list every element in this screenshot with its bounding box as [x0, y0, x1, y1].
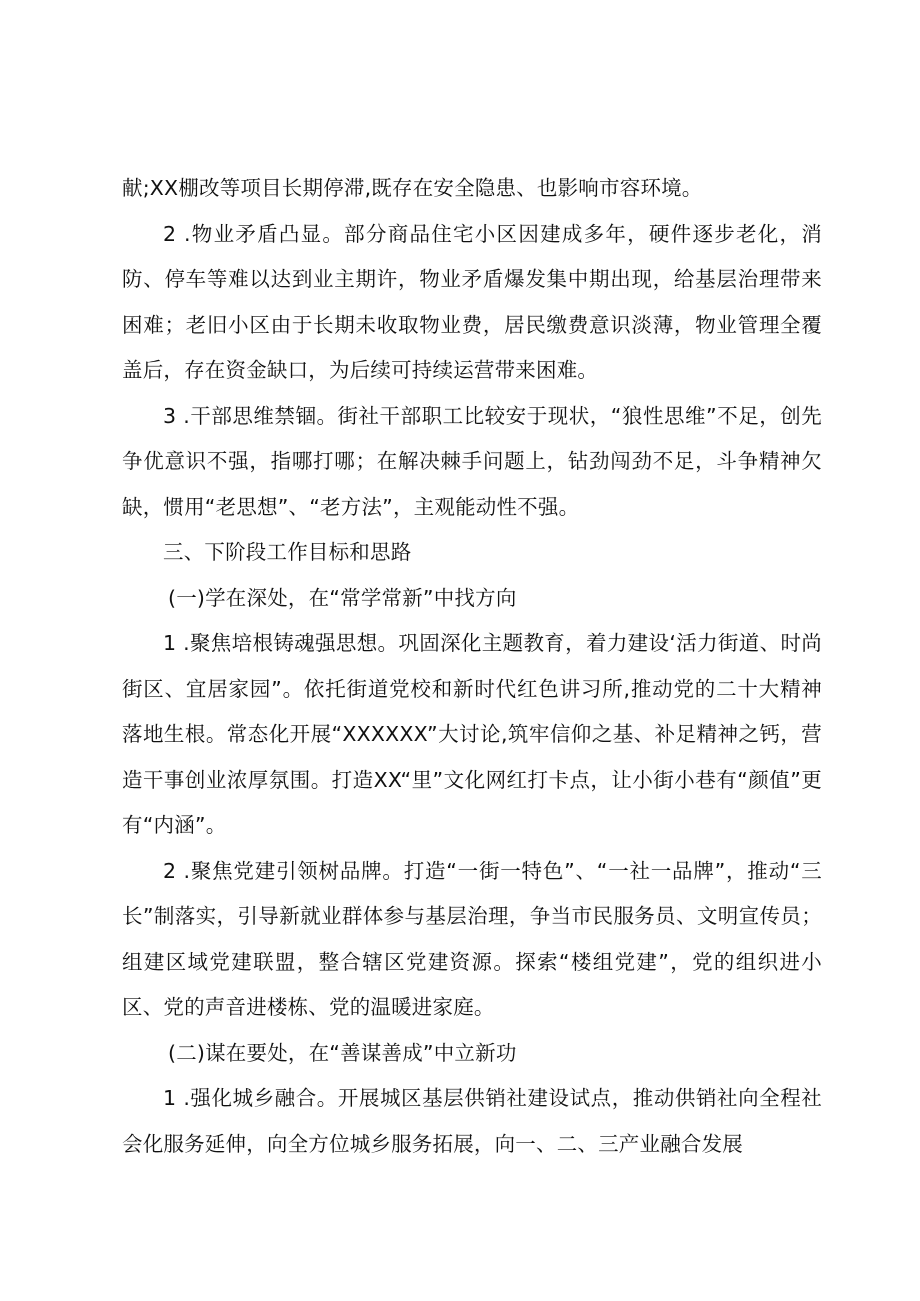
paragraph-soul-building: 1 .聚焦培根铸魂强思想。巩固深化主题教育，着力建设‘活力街道、时尚街区、宜居家园”。依托街道党校和新时代红色讲习所,推动党的二十大精神落地生根。常态化开展“XXXXXX”大讨论,筑牢信仰之基、补足精神之钙，营造干事创业浓厚氛围。打造XX“里”文化网红打卡点，让小街小巷有“颜值”更有“内涵”。 — [122, 631, 822, 837]
subheading-learn: (一)学在深处，在“常学常新”中找方向 — [168, 585, 517, 610]
section-heading-next-stage: 三、下阶段工作目标和思路 — [163, 540, 412, 564]
paragraph-urban-rural-integration: 1 .强化城乡融合。开展城区基层供销社建设试点，推动供销社向全程社会化服务延伸，向全方位城乡服务拓展，向一、二、三产业融合发展 — [122, 1086, 822, 1156]
paragraph-party-building-brand: 2 .聚焦党建引领树品牌。打造“一街一特色”、“一社一品牌”，推动“三长”制落实，引导新就业群体参与基层治理，争当市民服务员、文明宣传员；组建区域党建联盟，整合辖区党建资源。探索“楼组党建”，党的组织进小区、党的声音进楼栋、党的温暖进家庭。 — [122, 858, 822, 1019]
paragraph-cadre-mindset: 3 .干部思维禁锢。街社干部职工比较安于现状，“狼性思维”不足，创先争优意识不强，指哪打哪；在解决棘手问题上，钻劲闯劲不足，斗争精神欠缺，惯用“老思想”、“老方法”，主观能动性不强。 — [122, 403, 822, 519]
paragraph-continuation: 献;XX棚改等项目长期停滞,既存在安全隐患、也影响市容环境。 — [122, 176, 703, 200]
paragraph-property-conflicts: 2 .物业矛盾凸显。部分商品住宅小区因建成多年，硬件逐步老化，消防、停车等难以达到业主期许，物业矛盾爆发集中期出现，给基层治理带来困难；老旧小区由于长期未收取物业费，居民缴费意识淡薄，物业管理全覆盖后，存在资金缺口，为后续可持续运营带来困难。 — [122, 221, 822, 382]
subheading-plan: (二)谋在要处，在“善谋善成”中立新功 — [168, 1040, 517, 1065]
document-body — [122, 166, 822, 1167]
